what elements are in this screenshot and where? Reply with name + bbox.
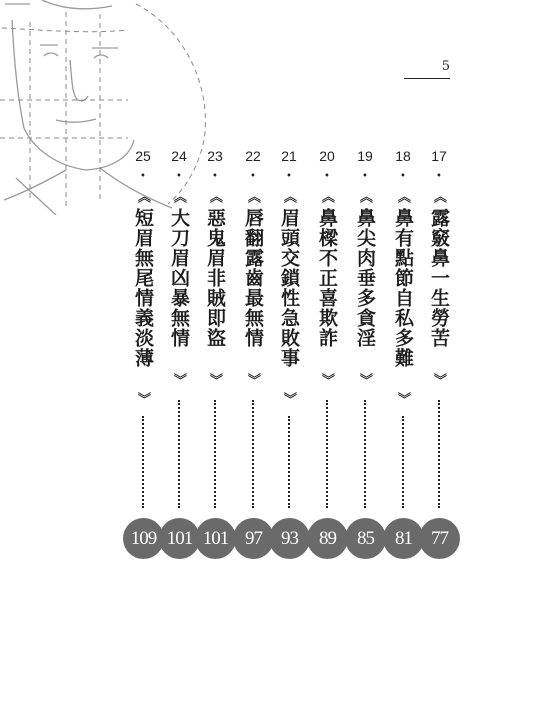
title-close-bracket: 》 <box>431 372 447 386</box>
title-close-bracket: 》 <box>245 372 261 386</box>
title-close-bracket: 》 <box>135 391 151 405</box>
dot-leader <box>142 416 144 508</box>
bullet-dot: • <box>212 171 218 182</box>
dot-leader <box>364 400 366 508</box>
dot-leader <box>252 400 254 508</box>
chapter-title: 大刀眉凶暴無情 <box>168 208 190 348</box>
title-open-bracket: 《 <box>357 189 373 203</box>
page-number-badge[interactable]: 109 <box>123 518 164 559</box>
page-number-badge[interactable]: 93 <box>269 518 310 559</box>
chapter-number: 23 <box>207 148 223 164</box>
page-number-badge[interactable]: 77 <box>419 518 460 559</box>
chapter-title: 鼻有點節自私多難 <box>392 208 414 368</box>
page-number-badge[interactable]: 89 <box>307 518 348 559</box>
chapter-number: 25 <box>135 148 151 164</box>
chapter-title: 惡鬼眉非賊即盜 <box>204 208 226 348</box>
chapter-number: 20 <box>319 148 335 164</box>
title-close-bracket: 》 <box>395 391 411 405</box>
title-open-bracket: 《 <box>319 189 335 203</box>
title-open-bracket: 《 <box>245 189 261 203</box>
dot-leader <box>326 400 328 508</box>
bullet-dot: • <box>436 171 442 182</box>
title-open-bracket: 《 <box>171 189 187 203</box>
chapter-title: 唇翻露齒最無情 <box>242 208 264 348</box>
bullet-dot: • <box>400 171 406 182</box>
bullet-dot: • <box>286 171 292 182</box>
page-number-badge[interactable]: 101 <box>195 518 236 559</box>
title-close-bracket: 》 <box>357 372 373 386</box>
title-open-bracket: 《 <box>281 189 297 203</box>
bullet-dot: • <box>324 171 330 182</box>
dot-leader <box>438 400 440 508</box>
chapter-title: 眉頭交鎖性急敗事 <box>278 208 300 368</box>
chapter-title: 鼻樑不正喜欺詐 <box>316 208 338 348</box>
chapter-title: 鼻尖肉垂多貪淫 <box>354 208 376 348</box>
bullet-dot: • <box>362 171 368 182</box>
chapter-number: 19 <box>357 148 373 164</box>
dot-leader <box>288 416 290 508</box>
chapter-title: 露竅鼻一生勞苦 <box>428 208 450 348</box>
chapter-number: 18 <box>395 148 411 164</box>
page-number-badge[interactable]: 85 <box>345 518 386 559</box>
title-close-bracket: 》 <box>171 372 187 386</box>
bullet-dot: • <box>176 171 182 182</box>
title-open-bracket: 《 <box>135 189 151 203</box>
chapter-number: 21 <box>281 148 297 164</box>
chapter-number: 17 <box>431 148 447 164</box>
title-close-bracket: 》 <box>207 372 223 386</box>
dot-leader <box>214 400 216 508</box>
page-number-badge[interactable]: 97 <box>233 518 274 559</box>
chapter-title: 短眉無尾情義淡薄 <box>132 208 154 368</box>
page-number-badge[interactable]: 101 <box>159 518 200 559</box>
title-close-bracket: 》 <box>281 391 297 405</box>
title-open-bracket: 《 <box>431 189 447 203</box>
page-number-badge[interactable]: 81 <box>383 518 424 559</box>
dot-leader <box>402 416 404 508</box>
page-number: 5 <box>404 60 450 79</box>
bullet-dot: • <box>140 171 146 182</box>
chapter-number: 22 <box>245 148 261 164</box>
bullet-dot: • <box>250 171 256 182</box>
chapter-number: 24 <box>171 148 187 164</box>
title-open-bracket: 《 <box>207 189 223 203</box>
title-open-bracket: 《 <box>395 189 411 203</box>
dot-leader <box>178 400 180 508</box>
title-close-bracket: 》 <box>319 372 335 386</box>
